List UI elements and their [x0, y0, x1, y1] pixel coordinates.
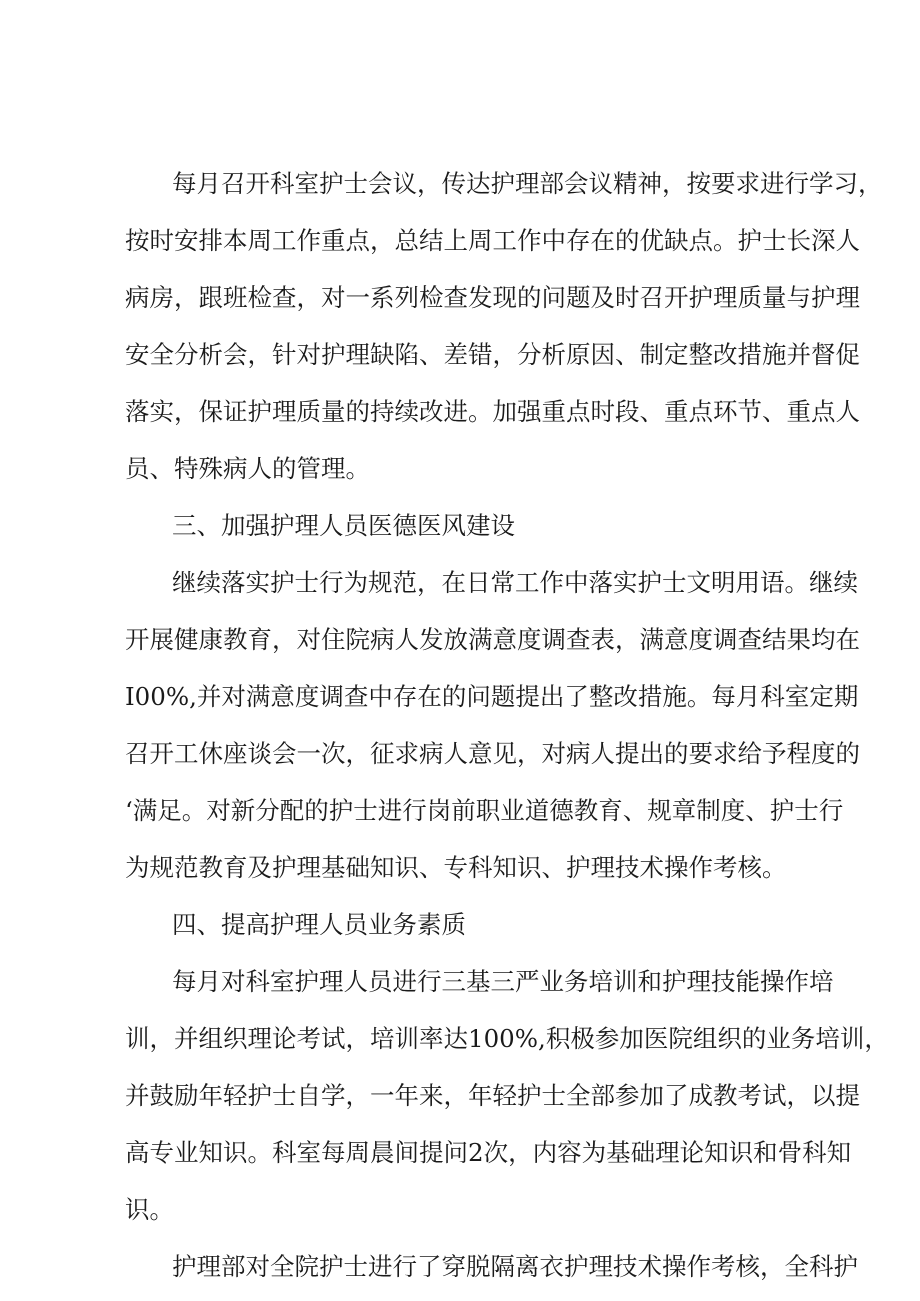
text-line [0, 223, 920, 259]
text-line [0, 166, 920, 202]
line-text: 安全分析会，针对护理缺陷、差错，分析原因、制定整改措施并督促 [125, 340, 860, 369]
text-line [0, 679, 920, 715]
line-text: 为规范教育及护理基础知识、专科知识、护理技术操作考核。 [125, 853, 787, 882]
line-text: ‘满足。对新分配的护士进行岗前职业道德教育、规章制度、护士行 [125, 796, 844, 825]
line-text: 每月对科室护理人员进行三基三严业务培训和护理技能操作培 [172, 967, 834, 996]
text-line [0, 451, 920, 487]
text-line [0, 622, 920, 658]
text-line [0, 1078, 920, 1114]
text-line [0, 337, 920, 373]
text-line [0, 964, 920, 1000]
text-line [0, 1192, 920, 1228]
text-line [0, 1021, 920, 1057]
line-text: 病房，跟班检查，对一系列检查发现的问题及时召开护理质量与护理 [125, 283, 860, 312]
line-text: 训，并组织理论考试，培训率达100%,积极参加医院组织的业务培训， [125, 1024, 889, 1053]
section-heading [0, 907, 920, 943]
line-text: I00%,并对满意度调查中存在的问题提出了整改措施。每月科室定期 [125, 682, 859, 711]
line-text: 护理部对全院护士进行了穿脱隔离衣护理技术操作考核，全科护 [172, 1252, 858, 1281]
line-text: 每月召开科室护士会议，传达护理部会议精神，按要求进行学习， [172, 169, 883, 198]
line-text: 继续落实护士行为规范，在日常工作中落实护士文明用语。继续 [172, 568, 858, 597]
text-line [0, 1135, 920, 1171]
section-heading [0, 508, 920, 544]
line-text: 高专业知识。科室每周晨间提问2次，内容为基础理论知识和骨科知 [125, 1138, 852, 1167]
text-line [0, 850, 920, 886]
text-line [0, 565, 920, 601]
line-text: 落实，保证护理质量的持续改进。加强重点时段、重点环节、重点人 [125, 397, 860, 426]
text-line [0, 736, 920, 772]
line-text: 员、特殊病人的管理。 [125, 454, 370, 483]
line-text: 开展健康教育，对住院病人发放满意度调查表，满意度调查结果均在 [125, 625, 860, 654]
text-line [0, 280, 920, 316]
line-text: 召开工休座谈会一次，征求病人意见，对病人提出的要求给予程度的 [125, 739, 860, 768]
heading-text: 三、加强护理人员医德医风建设 [172, 511, 515, 540]
line-text: 并鼓励年轻护士自学，一年来，年轻护士全部参加了成教考试，以提 [125, 1081, 860, 1110]
text-line [0, 1249, 920, 1285]
heading-text: 四、提高护理人员业务素质 [172, 910, 466, 939]
line-text: 识。 [125, 1195, 174, 1224]
text-line [0, 793, 920, 829]
line-text: 按时安排本周工作重点，总结上周工作中存在的优缺点。护士长深人 [125, 226, 860, 255]
text-line [0, 394, 920, 430]
